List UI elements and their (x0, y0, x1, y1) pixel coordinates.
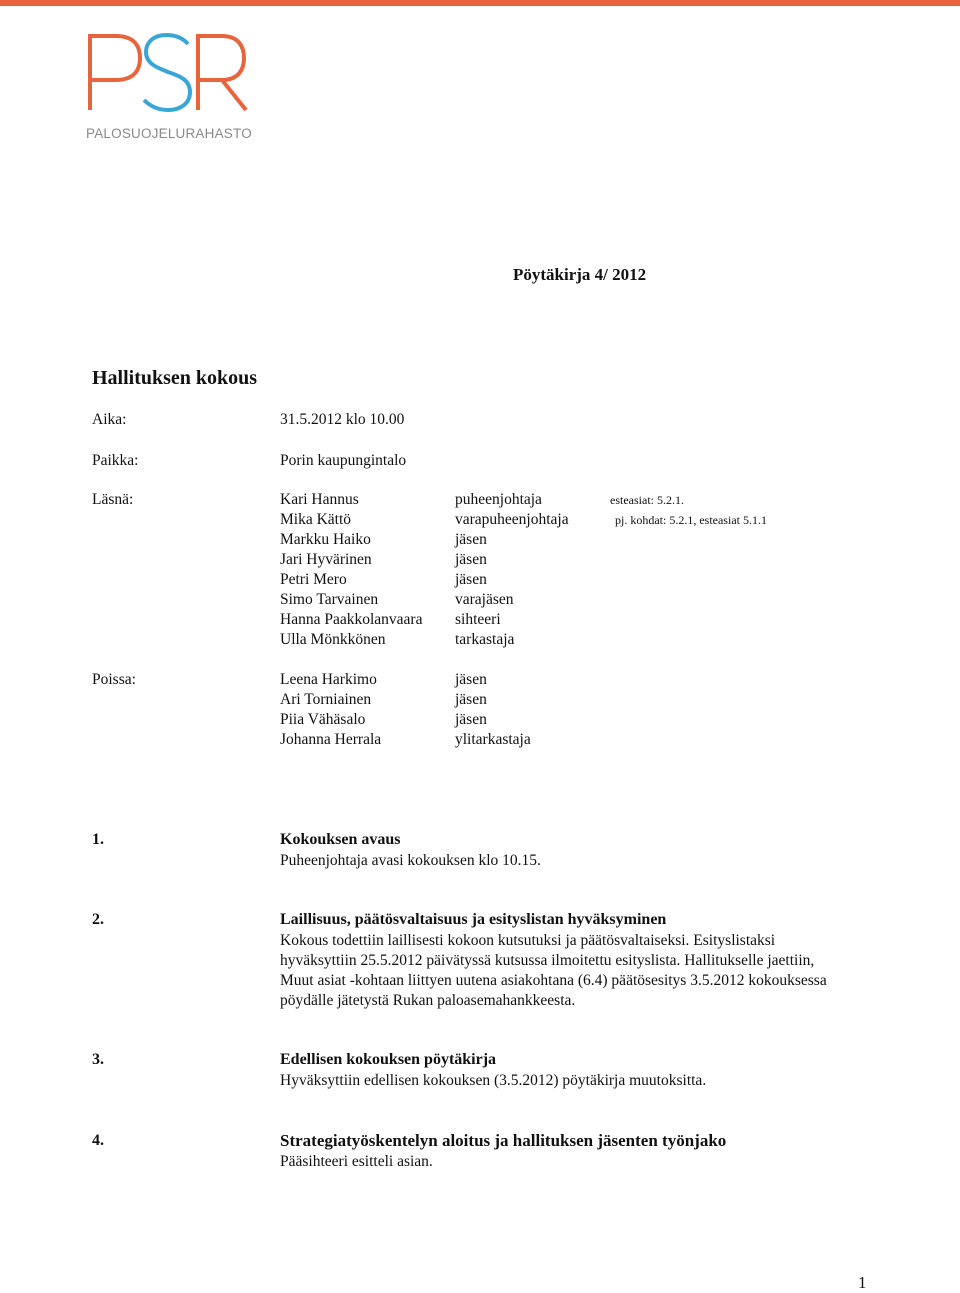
item-title: Strategiatyöskentelyn aloitus ja hallituksen jäsenten työnjako (280, 1131, 727, 1150)
member-name: Piia Vähäsalo (280, 711, 366, 728)
item-body: Pääsihteeri esitteli asian. (280, 1153, 433, 1170)
meeting-heading: Hallituksen kokous (92, 367, 258, 389)
member-role: sihteeri (455, 611, 501, 628)
aika-value: 31.5.2012 klo 10.00 (280, 411, 405, 428)
logo-letter-r (198, 36, 246, 110)
member-role: varapuheenjohtaja (455, 511, 569, 528)
paikka-value: Porin kaupungintalo (280, 452, 407, 469)
item-number: 2. (92, 911, 104, 928)
member-name: Ari Torniainen (280, 691, 372, 708)
member-name: Hanna Paakkolanvaara (280, 611, 423, 628)
member-role: jäsen (455, 571, 487, 588)
member-note: esteasiat: 5.2.1. (610, 493, 684, 507)
member-note: pj. kohdat: 5.2.1, esteasiat 5.1.1 (615, 513, 767, 527)
member-role: jäsen (455, 531, 487, 548)
member-role: tarkastaja (455, 631, 515, 648)
member-name: Jari Hyvärinen (280, 551, 372, 568)
member-name: Ulla Mönkkönen (280, 631, 386, 648)
item-number: 1. (92, 831, 104, 848)
member-role: puheenjohtaja (455, 491, 542, 508)
member-name: Simo Tarvainen (280, 591, 379, 608)
paikka-label: Paikka: (92, 452, 139, 469)
item-body: Puheenjohtaja avasi kokouksen klo 10.15. (280, 852, 541, 869)
logo-letter-p (90, 36, 140, 110)
item-title: Laillisuus, päätösvaltaisuus ja esityslistan hyväksyminen (280, 911, 667, 928)
item-title: Kokouksen avaus (280, 831, 401, 848)
top-accent-bar (0, 0, 960, 6)
member-role: varajäsen (455, 591, 514, 608)
item-body: Kokous todettiin laillisesti kokoon kutsutuksi ja päätösvaltaiseksi. Esityslistaksi hyväksyttiin 25.5.2012 päivätyssä kutsussa ilmoitettu esityslista. Hallitukselle jaettiin, Muut asiat -kohtaan liittyen uutena asiakohtana (6.4) päätösesitys 3.5.2012 kokouksessa pöydälle jätetystä Rukan paloasemahankkeesta. (280, 932, 827, 1009)
page-number: 1 (858, 1273, 867, 1292)
poissa-label: Poissa: (92, 671, 136, 688)
member-name: Johanna Herrala (280, 731, 382, 748)
aika-label: Aika: (92, 411, 127, 428)
member-role: jäsen (455, 691, 487, 708)
item-number: 4. (92, 1132, 104, 1149)
document-title: Pöytäkirja 4/ 2012 (513, 265, 647, 284)
member-role: ylitarkastaja (455, 731, 531, 748)
item-body: Hyväksyttiin edellisen kokouksen (3.5.2012) pöytäkirja muutoksitta. (280, 1072, 707, 1089)
lasna-label: Läsnä: (92, 491, 134, 508)
member-role: jäsen (455, 711, 487, 728)
item-number: 3. (92, 1051, 104, 1068)
member-name: Markku Haiko (280, 531, 371, 548)
member-name: Petri Mero (280, 571, 347, 588)
psr-logo (84, 28, 254, 148)
member-role: jäsen (455, 671, 487, 688)
member-name: Leena Harkimo (280, 671, 377, 688)
logo-letter-s (144, 35, 190, 110)
logo-subtitle: PALOSUOJELURAHASTO (86, 126, 252, 141)
member-role: jäsen (455, 551, 487, 568)
member-name: Mika Kättö (280, 511, 352, 528)
item-title: Edellisen kokouksen pöytäkirja (280, 1051, 497, 1068)
member-name: Kari Hannus (280, 491, 359, 508)
